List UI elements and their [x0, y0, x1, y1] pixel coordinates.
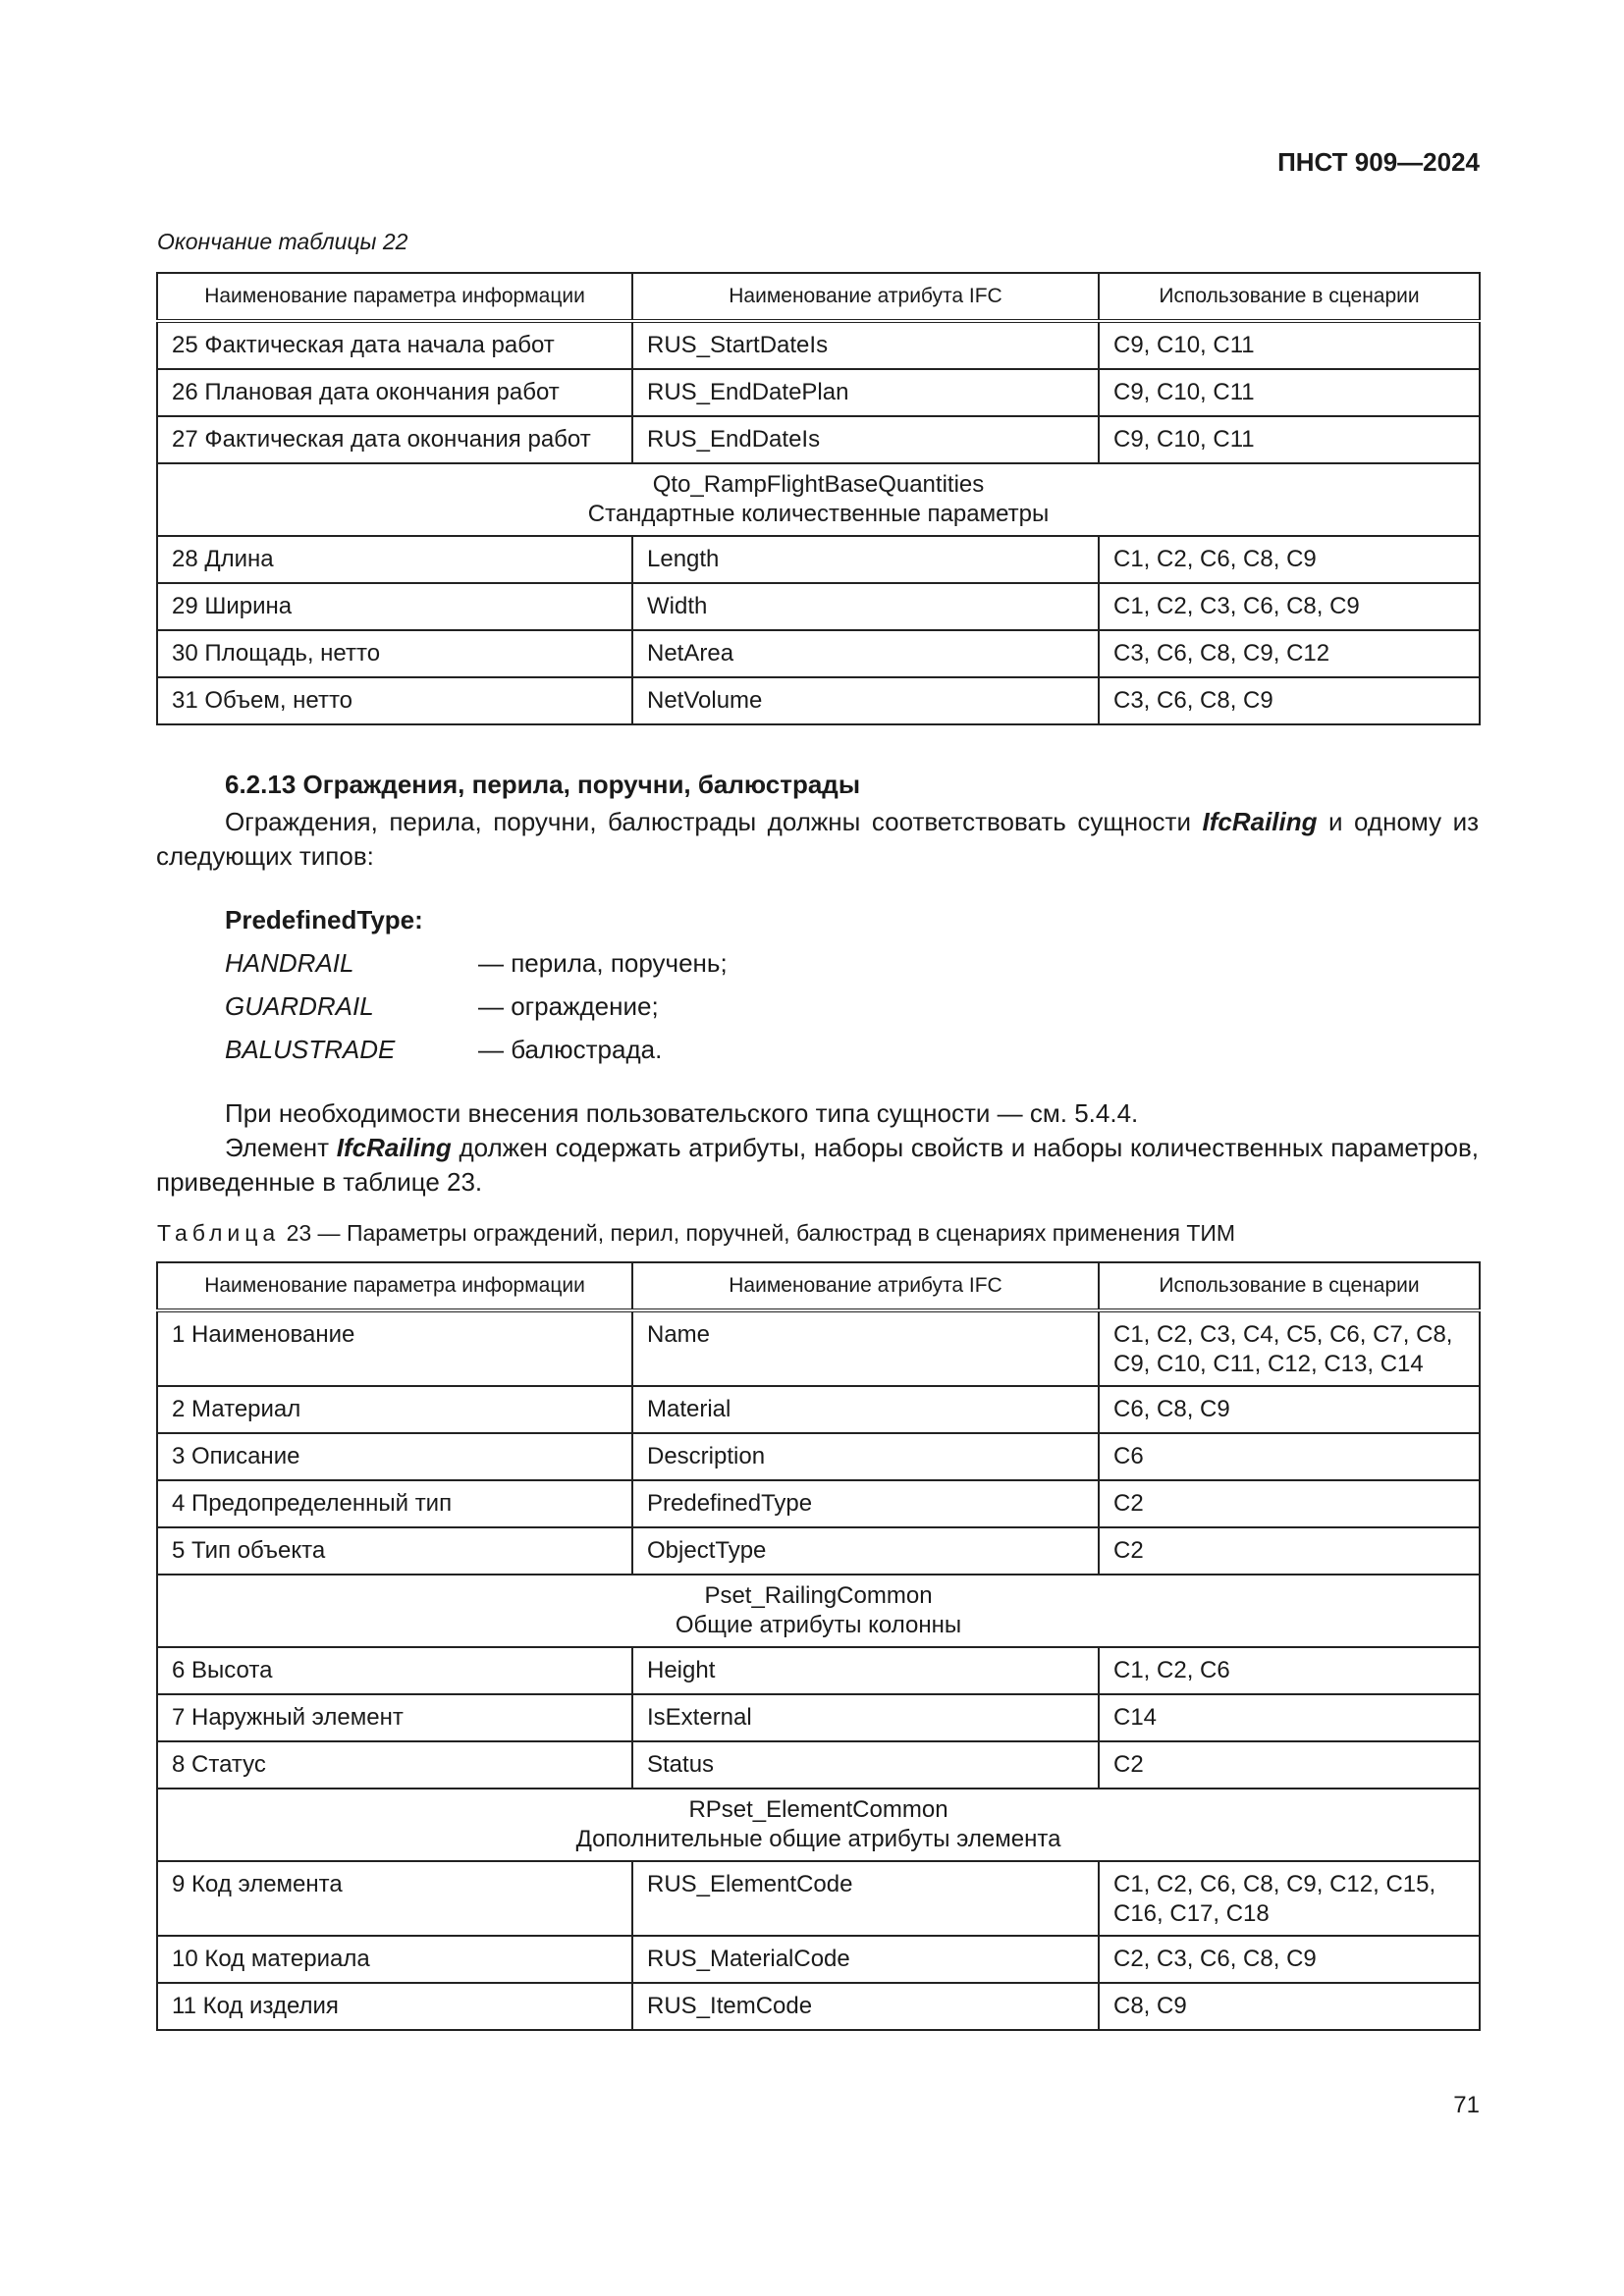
cell-scenario: C6, C8, C9 [1099, 1386, 1480, 1433]
cell-parameter: 31 Объем, нетто [157, 677, 632, 724]
group-row [157, 463, 1480, 536]
group-name: Pset_RailingCommon [704, 1582, 933, 1609]
cell-scenario: C2, C3, C6, C8, C9 [1099, 1936, 1480, 1983]
cell-scenario: C8, C9 [1099, 1983, 1480, 2030]
cell-attribute: RUS_ElementCode [632, 1861, 1099, 1936]
section-heading: 6.2.13 Ограждения, перила, поручни, балюстрады [225, 770, 861, 799]
cell-attribute: RUS_EndDateIs [632, 416, 1099, 463]
cell-scenario: C9, C10, C11 [1099, 416, 1480, 463]
group-cell [157, 1575, 1480, 1647]
column-header: Наименование параметра информации [157, 273, 632, 321]
caption-text: 23 — Параметры ограждений, перил, поручней, балюстрад в сценариях применения ТИМ [280, 1220, 1236, 1246]
table-row [157, 1983, 1480, 2030]
page-number: 71 [1453, 2092, 1480, 2118]
predefined-type-title: PredefinedType: [225, 905, 423, 934]
caption-label: Таблица [157, 1220, 281, 1246]
cell-parameter: 3 Описание [157, 1433, 632, 1480]
type-item [225, 948, 728, 979]
paragraph-text: и одному из следующих типов: [156, 807, 1480, 871]
cell-parameter: 28 Длина [157, 536, 632, 583]
cell-parameter: 27 Фактическая дата окончания работ [157, 416, 632, 463]
cell-attribute: Length [632, 536, 1099, 583]
cell-scenario: C9, C10, C11 [1099, 321, 1480, 369]
cell-attribute: IsExternal [632, 1694, 1099, 1741]
paragraph-text: должен содержать атрибуты, наборы свойств и наборы количественных параметров, приведенные в таблице 23. [156, 1133, 1480, 1197]
group-row [157, 1789, 1480, 1861]
cell-parameter: 25 Фактическая дата начала работ [157, 321, 632, 369]
cell-parameter: 4 Предопределенный тип [157, 1480, 632, 1527]
table-row [157, 677, 1480, 724]
cell-attribute: NetArea [632, 630, 1099, 677]
cell-attribute: RUS_ItemCode [632, 1983, 1099, 2030]
cell-attribute: Name [632, 1310, 1099, 1386]
cell-attribute: Width [632, 583, 1099, 630]
table-22 [156, 272, 1481, 725]
cell-scenario: C1, C2, C6, C8, C9, C12, C15, C16, C17, C18 [1099, 1861, 1480, 1936]
type-desc: — перила, поручень; [478, 948, 728, 978]
cell-scenario: C2 [1099, 1741, 1480, 1789]
table-row [157, 1480, 1480, 1527]
type-key: BALUSTRADE [225, 1035, 396, 1064]
cell-parameter: 11 Код изделия [157, 1983, 632, 2030]
document-standard-number: ПНСТ 909—2024 [1277, 147, 1480, 177]
cell-scenario: C2 [1099, 1480, 1480, 1527]
table-row [157, 1861, 1480, 1936]
type-key: HANDRAIL [225, 948, 354, 978]
table23-caption [157, 1220, 1235, 1247]
cell-parameter: 7 Наружный элемент [157, 1694, 632, 1741]
type-item [225, 991, 659, 1022]
cell-attribute: PredefinedType [632, 1480, 1099, 1527]
group-description: Общие атрибуты колонны [675, 1612, 962, 1638]
cell-attribute: Height [632, 1647, 1099, 1694]
table-row [157, 321, 1480, 369]
cell-attribute: ObjectType [632, 1527, 1099, 1575]
cell-parameter: 2 Материал [157, 1386, 632, 1433]
entity-name: IfcRailing [1202, 807, 1318, 836]
cell-scenario: C3, C6, C8, C9, C12 [1099, 630, 1480, 677]
table22-caption: Окончание таблицы 22 [157, 229, 408, 254]
cell-parameter: 9 Код элемента [157, 1861, 632, 1936]
table-row [157, 583, 1480, 630]
paragraph-text: Ограждения, перила, поручни, балюстрады должны соответствовать сущности [225, 807, 1203, 836]
cell-parameter: 26 Плановая дата окончания работ [157, 369, 632, 416]
cell-parameter: 29 Ширина [157, 583, 632, 630]
type-desc: — ограждение; [478, 991, 659, 1021]
cell-scenario: C2 [1099, 1527, 1480, 1575]
table-row [157, 1741, 1480, 1789]
cell-attribute: RUS_EndDatePlan [632, 369, 1099, 416]
column-header: Использование в сценарии [1099, 273, 1480, 321]
paragraph-custom-type [156, 1096, 1479, 1131]
table-row [157, 1386, 1480, 1433]
cell-scenario: C1, C2, C6, C8, C9 [1099, 536, 1480, 583]
type-desc: — балюстрада. [478, 1035, 663, 1064]
cell-parameter: 30 Площадь, нетто [157, 630, 632, 677]
table-23 [156, 1261, 1481, 2031]
cell-parameter: 10 Код материала [157, 1936, 632, 1983]
table-row [157, 1527, 1480, 1575]
group-cell [157, 1789, 1480, 1861]
cell-scenario: C9, C10, C11 [1099, 369, 1480, 416]
group-name: Qto_RampFlightBaseQuantities [652, 471, 985, 498]
paragraph-entity [156, 805, 1479, 874]
cell-attribute: RUS_MaterialCode [632, 1936, 1099, 1983]
table-row [157, 1936, 1480, 1983]
paragraph-attributes [156, 1131, 1479, 1200]
column-header: Использование в сценарии [1099, 1262, 1480, 1310]
cell-scenario: C6 [1099, 1433, 1480, 1480]
cell-parameter: 1 Наименование [157, 1310, 632, 1386]
column-header: Наименование атрибута IFC [632, 273, 1099, 321]
cell-scenario: C1, C2, C3, C6, C8, C9 [1099, 583, 1480, 630]
column-header: Наименование параметра информации [157, 1262, 632, 1310]
table-row [157, 416, 1480, 463]
group-cell [157, 463, 1480, 536]
type-item [225, 1035, 662, 1065]
group-name: RPset_ElementCommon [688, 1796, 948, 1823]
group-description: Стандартные количественные параметры [587, 501, 1050, 527]
cell-parameter: 8 Статус [157, 1741, 632, 1789]
cell-scenario: C14 [1099, 1694, 1480, 1741]
table-row [157, 1647, 1480, 1694]
table-row [157, 630, 1480, 677]
table-row [157, 1310, 1480, 1386]
cell-scenario: C1, C2, C3, C4, C5, C6, C7, C8, C9, C10, C11, C12, C13, C14 [1099, 1310, 1480, 1386]
group-row [157, 1575, 1480, 1647]
paragraph-text: Элемент [225, 1133, 337, 1162]
column-header: Наименование атрибута IFC [632, 1262, 1099, 1310]
type-key: GUARDRAIL [225, 991, 374, 1021]
cell-attribute: NetVolume [632, 677, 1099, 724]
cell-scenario: C1, C2, C6 [1099, 1647, 1480, 1694]
entity-name: IfcRailing [336, 1133, 452, 1162]
table-row [157, 1694, 1480, 1741]
table-row [157, 1433, 1480, 1480]
cell-attribute: Material [632, 1386, 1099, 1433]
cell-attribute: Description [632, 1433, 1099, 1480]
table-row [157, 536, 1480, 583]
group-description: Дополнительные общие атрибуты элемента [575, 1826, 1061, 1852]
table-row [157, 369, 1480, 416]
cell-scenario: C3, C6, C8, C9 [1099, 677, 1480, 724]
cell-attribute: RUS_StartDateIs [632, 321, 1099, 369]
paragraph-text: При необходимости внесения пользовательского типа сущности — см. 5.4.4. [225, 1098, 1139, 1128]
cell-parameter: 6 Высота [157, 1647, 632, 1694]
cell-parameter: 5 Тип объекта [157, 1527, 632, 1575]
cell-attribute: Status [632, 1741, 1099, 1789]
